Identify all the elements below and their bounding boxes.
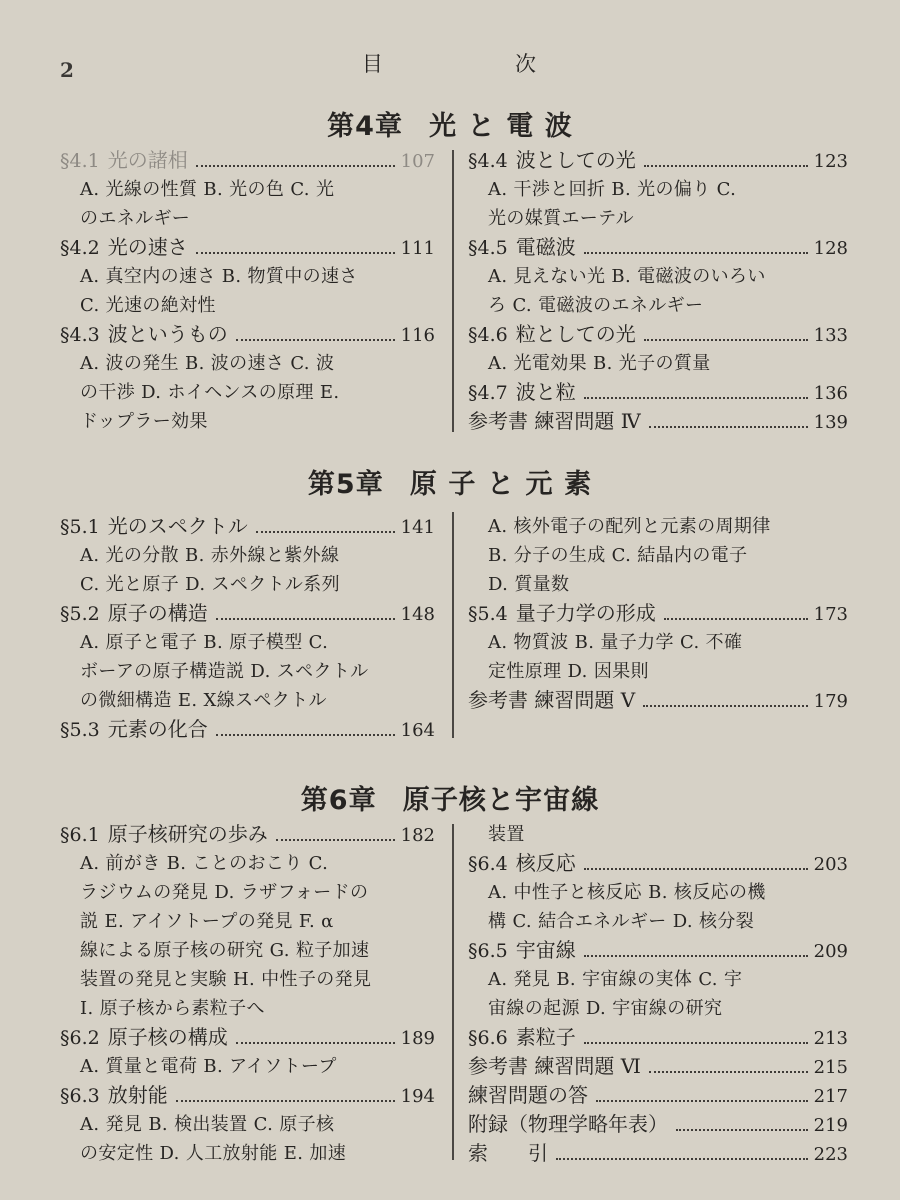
entry-title: 波と粒 bbox=[515, 380, 576, 404]
section-number: §4.3 bbox=[60, 324, 100, 346]
dot-leader bbox=[584, 397, 808, 399]
entry-title: 参考書 練習問題 Ⅵ bbox=[468, 1054, 641, 1078]
entry-title: 光の諸相 bbox=[107, 148, 188, 172]
subtopic-line: 宙線の起源 D. 宇宙線の研究 bbox=[488, 998, 723, 1019]
dot-leader bbox=[644, 339, 808, 341]
subtopic-line: C. 光速の絶対性 bbox=[80, 295, 216, 316]
section-number: §6.5 bbox=[468, 940, 508, 962]
chapter-number: 第4章 bbox=[327, 111, 404, 142]
dot-leader bbox=[584, 868, 808, 870]
toc-entry bbox=[60, 233, 435, 262]
entry-title: 波としての光 bbox=[515, 148, 636, 172]
subtopic-line: 装置 bbox=[488, 824, 525, 845]
toc-entry bbox=[468, 320, 848, 349]
section-number: §4.6 bbox=[468, 324, 508, 346]
subtopic-line: A. 中性子と核反応 B. 核反応の機 bbox=[488, 882, 766, 903]
subtopic-line: A. 発見 B. 検出装置 C. 原子核 bbox=[80, 1114, 335, 1135]
page-ref: 179 bbox=[813, 691, 848, 712]
toc-entry bbox=[60, 599, 435, 628]
toc-entry bbox=[60, 320, 435, 349]
entry-title: 附録（物理学略年表） bbox=[468, 1112, 668, 1136]
subtopic-line: 装置の発見と実験 H. 中性子の発見 bbox=[80, 969, 372, 990]
subtopic-line: の微細構造 E. X線スペクトル bbox=[80, 690, 327, 711]
section-number: §6.4 bbox=[468, 853, 508, 875]
page-ref: 182 bbox=[400, 825, 435, 846]
toc-entry bbox=[468, 407, 848, 436]
chapter-title: 原子核と宇宙線 bbox=[402, 785, 600, 816]
page-ref: 136 bbox=[813, 383, 848, 404]
page-ref: 215 bbox=[813, 1057, 848, 1078]
subtopic-line: A. 発見 B. 宇宙線の実体 C. 宇 bbox=[488, 969, 743, 990]
dot-leader bbox=[584, 1042, 808, 1044]
dot-leader bbox=[664, 618, 808, 620]
subtopic-line: のエネルギー bbox=[80, 208, 191, 229]
section-number: §6.2 bbox=[60, 1027, 100, 1049]
dot-leader bbox=[216, 618, 395, 620]
subtopic-line: A. 前がき B. ことのおこり C. bbox=[80, 853, 329, 874]
dot-leader bbox=[649, 1071, 808, 1073]
page-ref: 203 bbox=[813, 854, 848, 875]
section-number: §4.1 bbox=[60, 150, 100, 172]
section-number: §4.7 bbox=[468, 382, 508, 404]
subtopic-line: I. 原子核から素粒子へ bbox=[80, 998, 265, 1019]
page-ref: 111 bbox=[400, 238, 435, 259]
page-ref: 116 bbox=[400, 325, 435, 346]
page-ref: 139 bbox=[813, 412, 848, 433]
section-number: §5.4 bbox=[468, 603, 508, 625]
entry-title: 粒としての光 bbox=[515, 322, 636, 346]
page-ref: 148 bbox=[400, 604, 435, 625]
subtopic-line: A. 核外電子の配列と元素の周期律 bbox=[488, 516, 771, 537]
subtopic-line: A. 干渉と回折 B. 光の偏り C. bbox=[488, 179, 737, 200]
page-ref: 209 bbox=[813, 941, 848, 962]
toc-entry bbox=[468, 378, 848, 407]
toc-entry bbox=[60, 512, 435, 541]
dot-leader bbox=[196, 165, 395, 167]
subtopic-line: ドップラー効果 bbox=[80, 411, 208, 432]
section-number: §4.2 bbox=[60, 237, 100, 259]
toc-entry bbox=[468, 1110, 848, 1139]
subtopic-line: A. 見えない光 B. 電磁波のいろい bbox=[488, 266, 766, 287]
entry-title: 核反応 bbox=[515, 851, 576, 875]
subtopic-line: ろ C. 電磁波のエネルギー bbox=[488, 295, 704, 316]
entry-title: 素粒子 bbox=[515, 1025, 576, 1049]
dot-leader bbox=[644, 165, 808, 167]
subtopic-line: 説 E. アイソトープの発見 F. α bbox=[80, 911, 334, 932]
subtopic-line: ラジウムの発見 D. ラザフォードの bbox=[80, 882, 369, 903]
subtopic-line: A. 質量と電荷 B. アイソトープ bbox=[80, 1056, 337, 1077]
section-number: §4.5 bbox=[468, 237, 508, 259]
dot-leader bbox=[556, 1158, 808, 1160]
entry-title: 練習問題の答 bbox=[468, 1083, 588, 1107]
subtopic-line: の干渉 D. ホイヘンスの原理 E. bbox=[80, 382, 340, 403]
page-ref: 133 bbox=[813, 325, 848, 346]
toc-entry bbox=[60, 715, 435, 744]
page-number: 2 bbox=[60, 58, 74, 82]
subtopic-line: A. 光の分散 B. 赤外線と紫外線 bbox=[80, 545, 340, 566]
dot-leader bbox=[584, 252, 808, 254]
entry-title: 光の速さ bbox=[107, 235, 188, 259]
toc-entry bbox=[468, 1139, 848, 1168]
entry-title: 宇宙線 bbox=[515, 938, 576, 962]
entry-title: 電磁波 bbox=[515, 235, 576, 259]
subtopic-line: A. 物質波 B. 量子力学 C. 不確 bbox=[488, 632, 743, 653]
toc-entry bbox=[468, 1023, 848, 1052]
toc-entry bbox=[468, 686, 848, 715]
section-number: §5.1 bbox=[60, 516, 100, 538]
section-number: §5.3 bbox=[60, 719, 100, 741]
dot-leader bbox=[236, 339, 395, 341]
dot-leader bbox=[176, 1100, 395, 1102]
entry-title: 参考書 練習問題 Ⅴ bbox=[468, 688, 636, 712]
page-ref: 164 bbox=[400, 720, 435, 741]
page-ref: 173 bbox=[813, 604, 848, 625]
dot-leader bbox=[216, 734, 395, 736]
dot-leader bbox=[256, 531, 395, 533]
page-ref: 189 bbox=[400, 1028, 435, 1049]
chapter-4-heading bbox=[0, 104, 900, 143]
section-number: §6.6 bbox=[468, 1027, 508, 1049]
section-number: §5.2 bbox=[60, 603, 100, 625]
dot-leader bbox=[196, 252, 395, 254]
chapter-number: 第5章 bbox=[307, 469, 384, 500]
entry-title: 波というもの bbox=[107, 322, 228, 346]
subtopic-line: A. 光線の性質 B. 光の色 C. 光 bbox=[80, 179, 335, 200]
entry-title: 量子力学の形成 bbox=[515, 601, 656, 625]
subtopic-line: A. 原子と電子 B. 原子模型 C. bbox=[80, 632, 329, 653]
entry-title: 光のスペクトル bbox=[107, 514, 248, 538]
entry-title: 参考書 練習問題 Ⅳ bbox=[468, 409, 641, 433]
entry-title: 原子核研究の歩み bbox=[107, 822, 268, 846]
subtopic-line: A. 波の発生 B. 波の速さ C. 波 bbox=[80, 353, 335, 374]
toc-entry bbox=[468, 599, 848, 628]
page-ref: 213 bbox=[813, 1028, 848, 1049]
subtopic-line: の安定性 D. 人工放射能 E. 加速 bbox=[80, 1143, 347, 1164]
subtopic-line: ボーアの原子構造説 D. スペクトル bbox=[80, 661, 369, 682]
dot-leader bbox=[596, 1100, 808, 1102]
subtopic-line: 構 C. 結合エネルギー D. 核分裂 bbox=[488, 911, 755, 932]
subtopic-line: 光の媒質エーテル bbox=[488, 208, 634, 229]
chapter-title: 光 と 電 波 bbox=[429, 111, 573, 142]
toc-entry bbox=[60, 820, 435, 849]
page-ref: 107 bbox=[400, 151, 435, 172]
page-ref: 141 bbox=[400, 517, 435, 538]
subtopic-line: C. 光と原子 D. スペクトル系列 bbox=[80, 574, 341, 595]
subtopic-line: A. 光電効果 B. 光子の質量 bbox=[488, 353, 711, 374]
toc-entry bbox=[60, 1081, 435, 1110]
chapter-5-heading bbox=[0, 462, 900, 501]
toc-entry bbox=[468, 146, 848, 175]
toc-entry bbox=[468, 849, 848, 878]
toc-entry bbox=[468, 936, 848, 965]
toc-entry bbox=[468, 233, 848, 262]
chapter-6-heading bbox=[0, 778, 900, 817]
dot-leader bbox=[676, 1129, 808, 1131]
entry-title: 索 引 bbox=[468, 1141, 548, 1165]
toc-entry bbox=[60, 1023, 435, 1052]
section-number: §6.1 bbox=[60, 824, 100, 846]
page-ref: 128 bbox=[813, 238, 848, 259]
subtopic-line: A. 真空内の速さ B. 物質中の速さ bbox=[80, 266, 358, 287]
toc-entry bbox=[60, 146, 435, 175]
page-ref: 194 bbox=[400, 1086, 435, 1107]
section-number: §4.4 bbox=[468, 150, 508, 172]
dot-leader bbox=[643, 705, 807, 707]
page-ref: 223 bbox=[813, 1144, 848, 1165]
entry-title: 放射能 bbox=[107, 1083, 168, 1107]
running-head-right: 次 bbox=[515, 52, 539, 76]
dot-leader bbox=[236, 1042, 395, 1044]
running-head bbox=[0, 48, 900, 78]
dot-leader bbox=[649, 426, 808, 428]
page-ref: 123 bbox=[813, 151, 848, 172]
subtopic-line: B. 分子の生成 C. 結晶内の電子 bbox=[488, 545, 748, 566]
subtopic-line: D. 質量数 bbox=[488, 574, 570, 595]
subtopic-line: 線による原子核の研究 G. 粒子加速 bbox=[80, 940, 370, 961]
entry-title: 原子核の構成 bbox=[107, 1025, 228, 1049]
entry-title: 原子の構造 bbox=[107, 601, 208, 625]
section-number: §6.3 bbox=[60, 1085, 100, 1107]
dot-leader bbox=[584, 955, 808, 957]
page-ref: 219 bbox=[813, 1115, 848, 1136]
toc-entry bbox=[468, 1052, 848, 1081]
dot-leader bbox=[276, 839, 395, 841]
chapter-title: 原 子 と 元 素 bbox=[409, 469, 593, 500]
chapter-number: 第6章 bbox=[300, 785, 377, 816]
entry-title: 元素の化合 bbox=[107, 717, 208, 741]
page-ref: 217 bbox=[813, 1086, 848, 1107]
running-head-left: 目 bbox=[361, 52, 385, 76]
toc-entry bbox=[468, 1081, 848, 1110]
subtopic-line: 定性原理 D. 因果則 bbox=[488, 661, 649, 682]
